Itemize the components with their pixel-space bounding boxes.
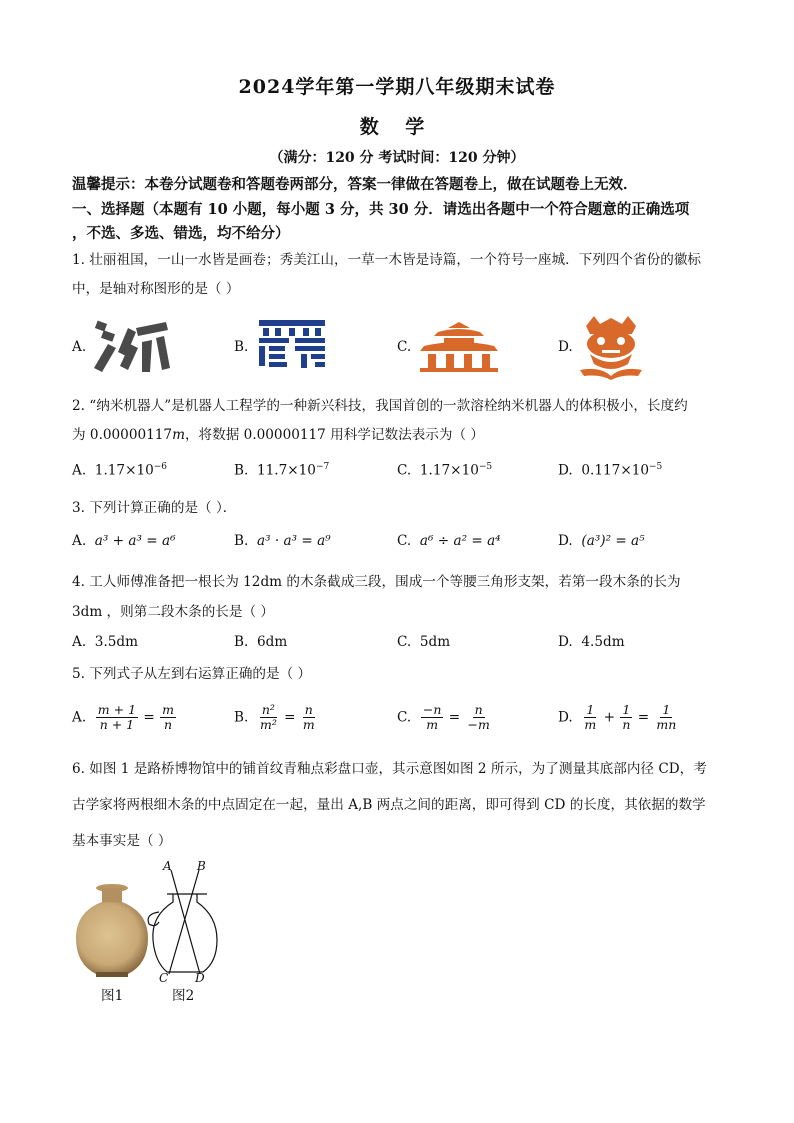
q3-option-d: D. (a³)² = a⁵ <box>558 533 645 549</box>
q5-option-d: D. $\frac{1}{m}$ + $\frac{1}{n}$ = $\frac{1}{mn}$ <box>558 702 677 732</box>
q6-stem-line3: 基本事实是（ ） <box>72 833 172 849</box>
q4-option-a: A. 3.5dm <box>72 634 139 650</box>
q5-option-c: C. $\frac{-n}{m}$ = $\frac{n}{-m}$ <box>397 702 490 732</box>
q1-stem-line2: 中，是轴对称图形的是（ ） <box>72 281 240 297</box>
q4-stem-line1: 4. 工人师傅准备把一根长为 12dm 的木条截成三段，围成一个等腰三角形支架，若第一段木条的长为 <box>72 574 681 590</box>
point-d-label: D <box>195 971 205 985</box>
point-c-label: C <box>159 971 169 985</box>
subject-title: 数 学 <box>359 116 435 138</box>
q5-option-b: B. $\frac{\text{n²}}{\text{m²}}$ = $\frac{n}{m}$ <box>234 702 315 732</box>
q4-option-d: D. 4.5dm <box>558 634 625 650</box>
q5-option-a: A. $\frac{m + 1}{n + 1}$ = $\frac{m}{n}$ <box>72 702 174 732</box>
q1-option-c-label: C. <box>397 339 412 355</box>
figure2-caption: 图2 <box>172 988 195 1004</box>
q1-option-d-label: D. <box>558 339 573 355</box>
vase-schematic-diagram <box>145 858 225 986</box>
q3-option-a: A. a³ + a³ = a⁶ <box>72 533 176 549</box>
zhejiang-logo-icon <box>92 318 172 376</box>
exam-info: （满分：120 分 考试时间：120 分钟） <box>269 150 525 166</box>
figure1-caption: 图1 <box>101 988 124 1004</box>
point-a-label: A <box>163 859 172 873</box>
q3-option-c: C. a⁶ ÷ a² = a⁴ <box>397 533 501 549</box>
notice: 温馨提示：本卷分试题卷和答题卷两部分，答案一律做在答题卷上，做在试题卷上无效． <box>72 176 638 193</box>
q1-option-a-label: A. <box>72 339 87 355</box>
q2-option-d: D. $0.117\times 10^{-5}$ <box>558 462 663 479</box>
tibet-logo-icon <box>255 318 329 370</box>
q4-option-b: B. 6dm <box>234 634 288 650</box>
q3-stem: 3. 下列计算正确的是（ ）． <box>72 500 237 516</box>
vase-photo <box>72 882 150 978</box>
q4-stem-line2: 3dm ，则第二段木条的长是（ ） <box>72 604 275 620</box>
section-heading-line2: ，不选、多选、错选，均不给分） <box>72 225 290 242</box>
q6-stem-line1: 6. 如图 1 是路桥博物馆中的铺首纹青釉点彩盘口壶，其示意图如图 2 所示，为了测量其底部内径 CD，考 <box>72 761 707 777</box>
pavilion-logo-icon <box>418 320 500 372</box>
q2-option-b: B. $11.7\times 10^{-7}$ <box>234 462 330 479</box>
q2-option-c: C. $1.17\times 10^{-5}$ <box>397 462 493 479</box>
q1-option-b-label: B. <box>234 339 249 355</box>
q4-option-c: C. 5dm <box>397 634 451 650</box>
point-b-label: B <box>197 859 206 873</box>
q3-option-b: B. a³ · a³ = a⁹ <box>234 533 331 549</box>
q2-stem-line1: 2. “纳米机器人”是机器人工程学的一种新兴科技，我国首创的一款溶栓纳米机器人的体积极小，长度约 <box>72 398 688 414</box>
q2-option-a: A. $1.17\times 10^{-6}$ <box>72 462 168 479</box>
q2-stem-line2: 为 0.00000117m，将数据 0.00000117 用科学记数法表示为（ ） <box>72 427 484 443</box>
lion-dance-logo-icon <box>580 314 642 380</box>
section-heading-line1: 一、选择题（本题有 10 小题，每小题 3 分，共 30 分．请选出各题中一个符合题意的正确选项 <box>72 201 690 218</box>
q1-stem-line1: 1. 壮丽祖国，一山一水皆是画卷；秀美江山，一草一木皆是诗篇，一个符号一座城．下列四个省份的徽标 <box>72 252 702 268</box>
q6-stem-line2: 古学家将两根细木条的中点固定在一起，量出 A,B 两点之间的距离，即可得到 CD 的长度，其依据的数学 <box>72 797 706 813</box>
exam-title: 2024学年第一学期八年级期末试卷 <box>238 76 556 98</box>
q5-stem: 5. 下列式子从左到右运算正确的是（ ） <box>72 666 312 682</box>
